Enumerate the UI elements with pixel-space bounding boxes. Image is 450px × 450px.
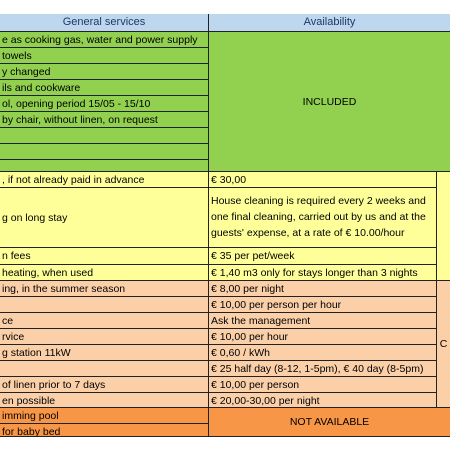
not-available-label: NOT AVAILABLE (209, 408, 450, 437)
service-row: en possible (0, 393, 209, 408)
service-row: for baby bed (0, 424, 209, 437)
service-row: , if not already paid in advance (0, 172, 209, 188)
peach-right-block: C (437, 281, 450, 408)
service-row: n fees (0, 248, 209, 265)
availability-cell: € 10,00 per person per hour (209, 297, 437, 313)
service-row: ce (0, 313, 209, 329)
availability-cell: € 20,00-30,00 per night (209, 393, 437, 408)
header-availability: Availability (209, 14, 450, 32)
service-row: g station 11kW (0, 345, 209, 361)
service-row (0, 144, 209, 160)
service-row (0, 297, 209, 313)
service-row (0, 128, 209, 144)
availability-cell: € 30,00 (209, 172, 437, 188)
availability-cell: € 0,60 / kWh (209, 345, 437, 361)
availability-cell: € 8,00 per night (209, 281, 437, 297)
service-row: ol, opening period 15/05 - 15/10 (0, 96, 209, 112)
service-row: by chair, without linen, on request (0, 112, 209, 128)
header-general-services: General services (0, 14, 209, 32)
service-row: g on long stay (0, 188, 209, 248)
service-row: imming pool (0, 408, 209, 424)
availability-cell: € 10,00 per person (209, 377, 437, 393)
yellow-right-block (437, 172, 450, 281)
service-row: of linen prior to 7 days (0, 377, 209, 393)
service-row: ils and cookware (0, 80, 209, 96)
service-row: heating, when used (0, 265, 209, 281)
availability-cell: € 35 per pet/week (209, 248, 437, 265)
service-row: y changed (0, 64, 209, 80)
service-row (0, 160, 209, 172)
availability-cell: € 25 half day (8-12, 1-5pm), € 40 day (8-5pm) (209, 361, 437, 377)
service-row: rvice (0, 329, 209, 345)
availability-cell: House cleaning is required every 2 weeks and one final cleaning, carried out by us and at the guests' expense, at a rate of € 10.00/hour (209, 188, 437, 248)
availability-cell: Ask the management (209, 313, 437, 329)
service-row: e as cooking gas, water and power supply (0, 32, 209, 48)
included-label: INCLUDED (209, 32, 450, 172)
service-row: ing, in the summer season (0, 281, 209, 297)
availability-cell: € 10,00 per hour (209, 329, 437, 345)
availability-cell: € 1,40 m3 only for stays longer than 3 nights (209, 265, 437, 281)
service-row: towels (0, 48, 209, 64)
service-row (0, 361, 209, 377)
